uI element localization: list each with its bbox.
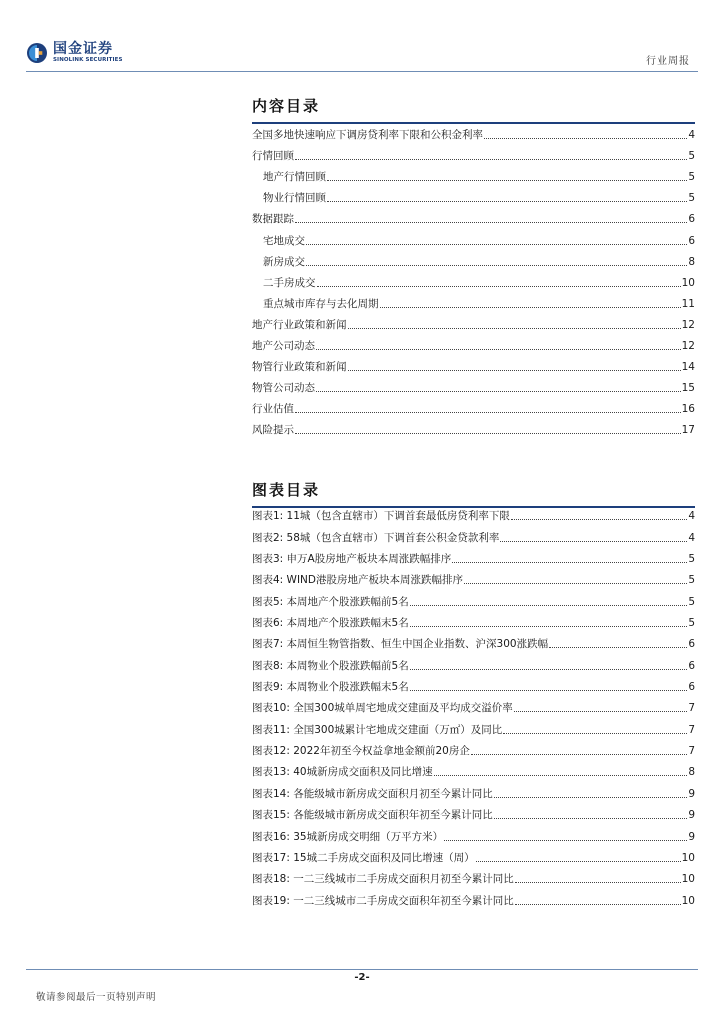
dot-leader: [410, 604, 688, 606]
dot-leader: [295, 221, 687, 223]
figure-entry[interactable]: [252, 779, 695, 800]
dot-leader: [500, 540, 687, 542]
dot-leader: [295, 411, 681, 413]
toc-entry-label: 重点城市库存与去化周期: [263, 297, 379, 310]
toc-entry[interactable]: [252, 205, 695, 226]
figure-entry-page: 5: [688, 574, 695, 587]
figure-entry-label: 图表15: 各能级城市新房成交面积年初至今累计同比: [252, 809, 493, 822]
figure-entry-page: 5: [688, 595, 695, 608]
toc-entry-page: 5: [688, 192, 695, 205]
figure-entry-label: 图表3: 申万A股房地产板块本周涨跌幅排序: [252, 553, 452, 566]
toc-entry-page: 12: [681, 340, 695, 353]
dot-leader: [494, 796, 688, 798]
toc-entry-label: 风险提示: [252, 424, 294, 437]
toc-entry-label: 宅地成交: [263, 234, 305, 247]
figure-entry[interactable]: [252, 694, 695, 715]
figure-entry-page: 10: [681, 873, 695, 886]
toc-entry[interactable]: [252, 311, 695, 332]
toc-heading: [252, 95, 695, 124]
toc-entry-label: 行情回顾: [252, 150, 294, 163]
figure-entry-page: 8: [688, 766, 695, 779]
figure-entry-page: 6: [688, 659, 695, 672]
dot-leader: [348, 327, 681, 329]
toc-entry[interactable]: [252, 121, 695, 142]
figure-entry[interactable]: [252, 801, 695, 822]
toc-entry-page: 6: [688, 213, 695, 226]
toc-entry[interactable]: [252, 353, 695, 374]
figure-entry[interactable]: [252, 545, 695, 566]
figure-entry-label: 图表8: 本周物业个股涨跌幅前5名: [252, 659, 409, 672]
toc-entry-page: 11: [681, 297, 695, 310]
toc-entry[interactable]: [252, 269, 695, 290]
figure-entry-page: 4: [688, 510, 695, 523]
toc-entry-label: 物管公司动态: [252, 382, 315, 395]
toc-entry-page: 5: [688, 150, 695, 163]
toc-entry-page: 5: [688, 171, 695, 184]
toc-entry-page: 8: [688, 255, 695, 268]
toc-entry-page: 10: [681, 276, 695, 289]
figure-entry-page: 7: [688, 702, 695, 715]
toc-entry-page: 6: [688, 234, 695, 247]
figure-entry-page: 10: [681, 851, 695, 864]
figure-entry[interactable]: [252, 886, 695, 907]
figure-entry[interactable]: [252, 737, 695, 758]
figure-entry[interactable]: [252, 715, 695, 736]
toc-entry[interactable]: [252, 226, 695, 247]
toc-entry-label: 新房成交: [263, 255, 305, 268]
figure-entry-page: 7: [688, 745, 695, 758]
dot-leader: [306, 264, 687, 266]
dot-leader: [380, 306, 681, 308]
figure-entry[interactable]: [252, 502, 695, 523]
dot-leader: [410, 625, 688, 627]
toc-entry-label: 数据跟踪: [252, 213, 294, 226]
figure-entry-label: 图表12: 2022年初至今权益拿地金额前20房企: [252, 745, 470, 758]
figure-entry-page: 9: [688, 830, 695, 843]
figure-entry[interactable]: [252, 630, 695, 651]
dot-leader: [327, 200, 687, 202]
dot-leader: [514, 710, 688, 712]
dot-leader: [471, 753, 687, 755]
dot-leader: [464, 582, 687, 584]
dot-leader: [348, 369, 681, 371]
figure-entry[interactable]: [252, 844, 695, 865]
figure-entry-label: 图表14: 各能级城市新房成交面积月初至今累计同比: [252, 787, 493, 800]
figure-entry-page: 4: [688, 531, 695, 544]
dot-leader: [444, 839, 687, 841]
figure-entry[interactable]: [252, 758, 695, 779]
toc-entry-label: 物业行情回顾: [263, 192, 326, 205]
figures-list: [252, 502, 695, 908]
figure-entry[interactable]: [252, 822, 695, 843]
toc-entry-page: 15: [681, 382, 695, 395]
figure-entry-label: 图表2: 58城（包含直辖市）下调首套公积金贷款利率: [252, 531, 500, 544]
toc-entry-label: 地产行业政策和新闻: [252, 318, 347, 331]
toc-entry-label: 物管行业政策和新闻: [252, 361, 347, 374]
figure-entry[interactable]: [252, 609, 695, 630]
dot-leader: [476, 860, 681, 862]
dot-leader: [515, 881, 681, 883]
figure-entry-label: 图表17: 15城二手房成交面积及同比增速（周）: [252, 851, 475, 864]
figure-entry-label: 图表6: 本周地产个股涨跌幅末5名: [252, 617, 409, 630]
dot-leader: [434, 774, 688, 776]
figure-entry-label: 图表18: 一二三线城市二手房成交面积月初至今累计同比: [252, 873, 514, 886]
dot-leader: [316, 390, 681, 392]
dot-leader: [452, 561, 687, 563]
figure-entry[interactable]: [252, 673, 695, 694]
dot-leader: [515, 903, 681, 905]
figure-entry-label: 图表11: 全国300城累计宅地成交建面（万㎡）及同比: [252, 723, 503, 736]
page-number: -2-: [354, 972, 370, 983]
dot-leader: [503, 732, 687, 734]
toc-entry[interactable]: [252, 184, 695, 205]
figure-entry[interactable]: [252, 587, 695, 608]
toc-entry[interactable]: [252, 395, 695, 416]
dot-leader: [306, 243, 687, 245]
dot-leader: [549, 646, 687, 648]
toc-entry-page: 12: [681, 318, 695, 331]
figure-entry[interactable]: [252, 523, 695, 544]
toc-title: 内容目录: [252, 97, 321, 115]
report-type-label: 行业周报: [646, 56, 690, 67]
toc-entry[interactable]: [252, 332, 695, 353]
figure-entry-page: 5: [688, 553, 695, 566]
logo-chinese-name: 国金证券: [53, 41, 113, 57]
toc-entry[interactable]: [252, 374, 695, 395]
figure-entry-label: 图表19: 一二三线城市二手房成交面积年初至今累计同比: [252, 894, 514, 907]
figure-entry-page: 7: [688, 723, 695, 736]
figure-entry-page: 6: [688, 681, 695, 694]
dot-leader: [295, 432, 681, 434]
figure-entry-page: 9: [688, 809, 695, 822]
toc-entry-page: 17: [681, 424, 695, 437]
figure-entry[interactable]: [252, 651, 695, 672]
sinolink-logo-icon: [26, 42, 48, 64]
figure-entry-label: 图表7: 本周恒生物管指数、恒生中国企业指数、沪深300涨跌幅: [252, 638, 549, 651]
footer-disclaimer: 敬请参阅最后一页特别声明: [36, 992, 157, 1003]
figures-title: 图表目录: [252, 481, 321, 499]
toc-entry-page: 14: [681, 361, 695, 374]
figure-entry[interactable]: [252, 865, 695, 886]
toc-entry-page: 16: [681, 403, 695, 416]
figure-entry-label: 图表16: 35城新房成交明细（万平方米）: [252, 830, 444, 843]
company-logo: [26, 42, 123, 64]
figure-entry-label: 图表1: 11城（包含直辖市）下调首套最低房贷利率下限: [252, 510, 510, 523]
figure-entry-label: 图表13: 40城新房成交面积及同比增速: [252, 766, 433, 779]
page-header: [0, 0, 724, 75]
figure-entry-label: 图表9: 本周物业个股涨跌幅末5名: [252, 681, 409, 694]
toc-entry-label: 地产公司动态: [252, 340, 315, 353]
dot-leader: [410, 689, 688, 691]
toc-entry[interactable]: [252, 248, 695, 269]
toc-entry[interactable]: [252, 163, 695, 184]
figure-entry-label: 图表10: 全国300城单周宅地成交建面及平均成交溢价率: [252, 702, 513, 715]
logo-english-name: SINOLINK SECURITIES: [53, 57, 123, 63]
figure-entry-label: 图表5: 本周地产个股涨跌幅前5名: [252, 595, 409, 608]
dot-leader: [511, 518, 687, 520]
figure-entry-label: 图表4: WIND港股房地产板块本周涨跌幅排序: [252, 574, 463, 587]
figure-entry[interactable]: [252, 566, 695, 587]
figure-entry-page: 10: [681, 894, 695, 907]
dot-leader: [295, 158, 687, 160]
toc-entry-page: 4: [688, 129, 695, 142]
toc-entry[interactable]: [252, 142, 695, 163]
footer-divider: [26, 969, 698, 970]
toc-list: [252, 121, 695, 437]
figure-entry-page: 6: [688, 638, 695, 651]
toc-entry[interactable]: [252, 416, 695, 437]
dot-leader: [317, 285, 681, 287]
dot-leader: [327, 179, 687, 181]
figure-entry-page: 5: [688, 617, 695, 630]
toc-entry-label: 地产行情回顾: [263, 171, 326, 184]
toc-entry-label: 二手房成交: [263, 276, 316, 289]
toc-entry-label: 行业估值: [252, 403, 294, 416]
figure-entry-page: 9: [688, 787, 695, 800]
toc-entry-label: 全国多地快速响应下调房贷利率下限和公积金利率: [252, 129, 483, 142]
dot-leader: [494, 817, 688, 819]
toc-entry[interactable]: [252, 290, 695, 311]
dot-leader: [316, 348, 681, 350]
dot-leader: [410, 668, 688, 670]
header-divider: [26, 71, 698, 72]
dot-leader: [484, 137, 687, 139]
